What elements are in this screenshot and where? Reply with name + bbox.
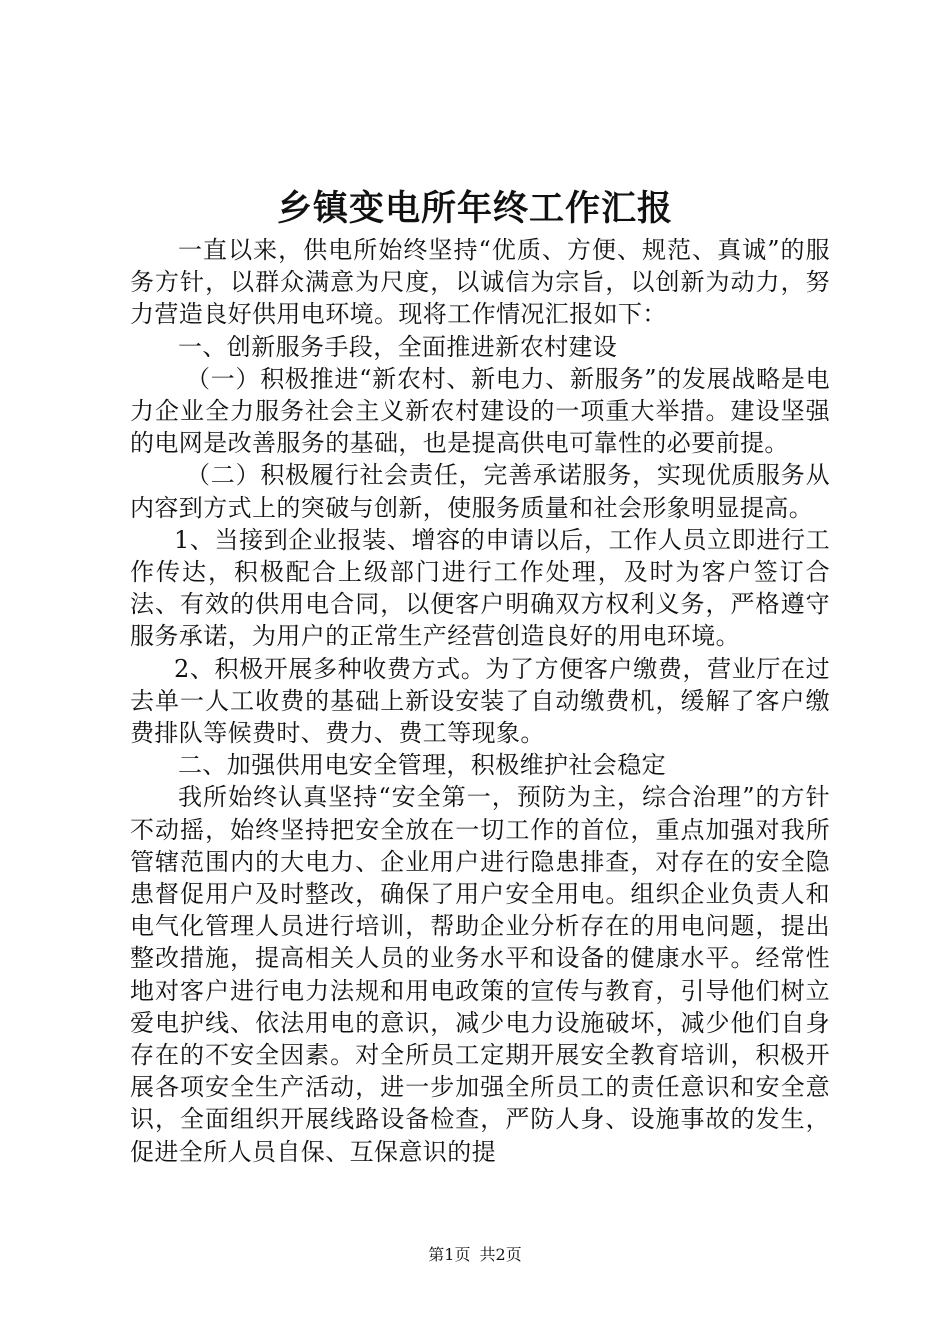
- section-heading-2: 二、加强供用电安全管理，积极维护社会稳定: [178, 751, 666, 780]
- paragraph-safety: 我所始终认真坚持“安全第一，预防为主，综合治理”的方针不动摇，始终坚持把安全放在一切工作的首位，重点加强对我所管辖范围内的大电力、企业用户进行隐患排查，对存在的安全隐患督促用户及时整改，确保了用户安全用电。组织企业负责人和电气化管理人员进行培训，帮助企业分析存在的用电问题，提出整改措施，提高相关人员的业务水平和设备的健康水平。经常性地对客户进行电力法规和用电政策的宣传与教育，引导他们树立爱电护线、依法用电的意识，减少电力设施破坏，减少他们自身存在的不安全因素。对全所员工定期开展安全教育培训，积极开展各项安全生产活动，进一步加强全所员工的责任意识和安全意识，全面组织开展线路设备检查，严防人身、设施事故的发生，促进全所人员自保、互保意识的提: [130, 783, 830, 1166]
- paragraph-intro: 一直以来，供电所始终坚持“优质、方便、规范、真诚”的服务方针，以群众满意为尺度，以诚信为宗旨，以创新为动力，努力营造良好供用电环境。现将工作情况汇报如下：: [130, 236, 830, 329]
- subsection-2: （二）积极履行社会责任，完善承诺服务，实现优质服务从内容到方式上的突破与创新，使服务质量和社会形象明显提高。: [130, 461, 830, 522]
- document-body: [130, 234, 830, 1168]
- document-title: 乡镇变电所年终工作汇报: [276, 188, 673, 229]
- section-heading-1: 一、创新服务手段，全面推进新农村建设: [178, 332, 618, 361]
- item-1: 1、当接到企业报装、增容的申请以后，工作人员立即进行工作传达，积极配合上级部门进行工作处理，及时为客户签订合法、有效的供用电合同，以便客户明确双方权利义务，严格遵守服务承诺，为用户的正常生产经营创造良好的用电环境。: [130, 525, 830, 651]
- item-2: 2、积极开展多种收费方式。为了方便客户缴费，营业厅在过去单一人工收费的基础上新设安装了自动缴费机，缓解了客户缴费排队等候费时、费力、费工等现象。: [130, 654, 830, 748]
- subsection-1: （一）积极推进“新农村、新电力、新服务”的发展战略是电力企业全力服务社会主义新农村建设的一项重大举措。建设坚强的电网是改善服务的基础，也是提高供电可靠性的必要前提。: [130, 364, 830, 458]
- page-footer: 第1页 共2页: [428, 1245, 522, 1264]
